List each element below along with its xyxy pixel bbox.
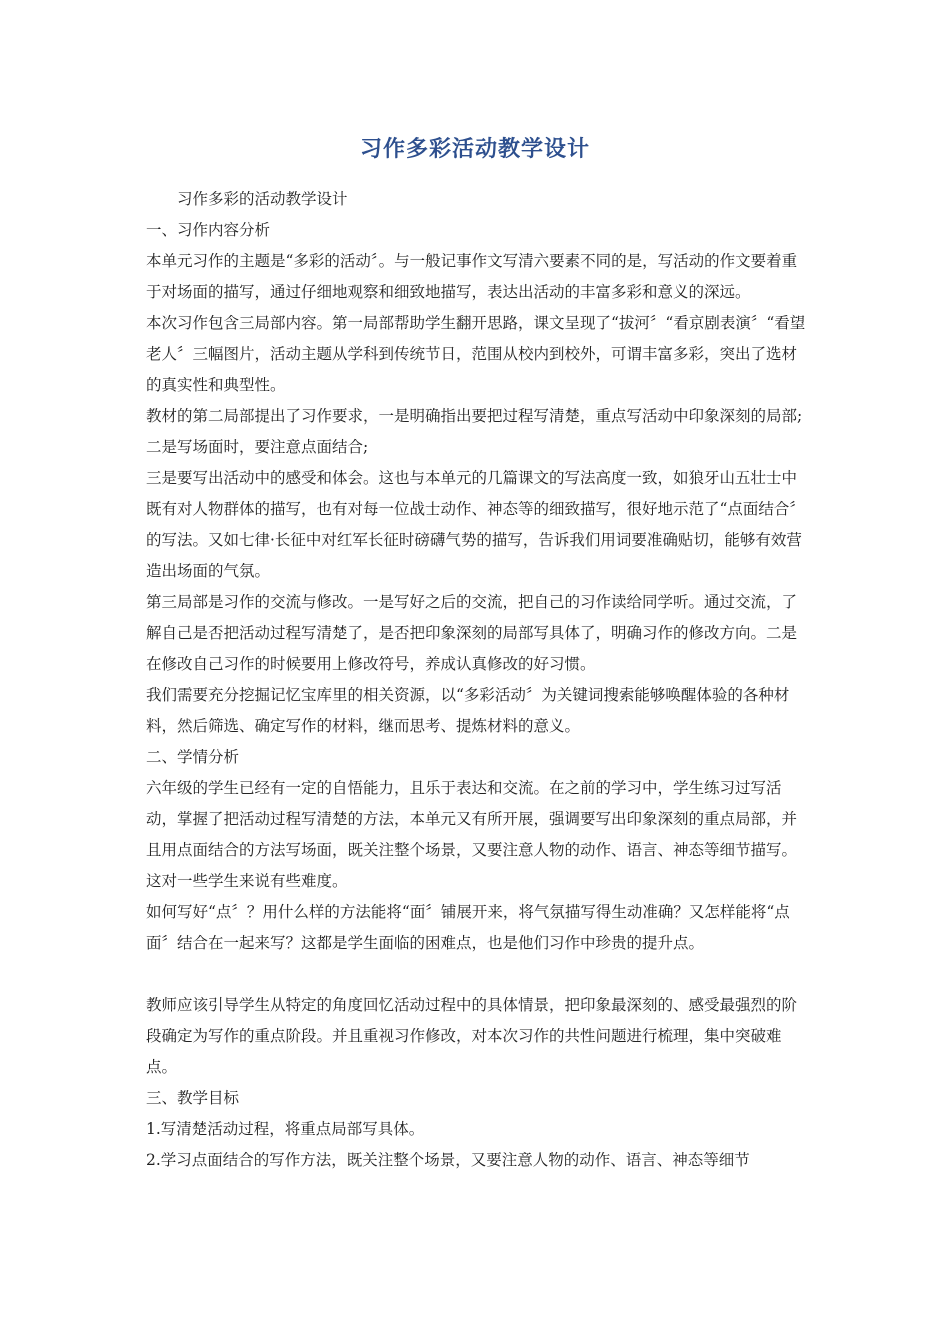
document-body — [146, 184, 811, 1176]
paragraph: 本次习作包含三局部内容。第一局部帮助学生翻开思路，课文呈现了“拔河〞“看京剧表演〞“看望老人〞三幅图片，活动主题从学科到传统节日，范围从校内到校外，可谓丰富多彩，突出了选材的真实性和典型性。 — [146, 314, 806, 394]
section-heading-student-analysis: 二、学情分析 — [146, 748, 240, 766]
subtitle-paragraph: 习作多彩的活动教学设计 — [177, 190, 348, 208]
paragraph: 二是写场面时，要注意点面结合; — [146, 438, 369, 456]
paragraph: 三是要写出活动中的感受和体会。这也与本单元的几篇课文的写法高度一致，如狼牙山五壮士中既有对人物群体的描写，也有对每一位战士动作、神态等的细致描写，很好地示范了“点面结合〞的写法。又如七律·长征中对红军长征时磅礴气势的描写，告诉我们用词要准确贴切，能够有效营造出场面的气氛。 — [146, 469, 805, 580]
paragraph: 教材的第二局部提出了习作要求，一是明确指出要把过程写清楚，重点写活动中印象深刻的局部; — [146, 407, 803, 425]
document-title: 习作多彩活动教学设计 — [359, 137, 590, 162]
paragraph: 本单元习作的主题是“多彩的活动〞。与一般记事作文写清六要素不同的是，写活动的作文要着重于对场面的描写，通过仔细地观察和细致地描写，表达出活动的丰富多彩和意义的深远。 — [146, 252, 798, 301]
list-item: 1.写清楚活动过程，将重点局部写具体。 — [146, 1120, 425, 1138]
section-heading-teaching-goals: 三、教学目标 — [146, 1089, 240, 1107]
blank-line — [146, 959, 811, 990]
paragraph: 我们需要充分挖掘记忆宝库里的相关资源，以“多彩活动〞为关键词搜索能够唤醒体验的各种材料，然后筛选、确定写作的材料，继而思考、提炼材料的意义。 — [146, 686, 790, 735]
paragraph: 教师应该引导学生从特定的角度回忆活动过程中的具体情景，把印象最深刻的、感受最强烈的阶段确定为写作的重点阶段。并且重视习作修改，对本次习作的共性问题进行梳理，集中突破难点。 — [146, 996, 798, 1076]
section-heading-content-analysis: 一、习作内容分析 — [146, 221, 271, 239]
paragraph: 六年级的学生已经有一定的自悟能力，且乐于表达和交流。在之前的学习中，学生练习过写活动，掌握了把活动过程写清楚的方法，本单元又有所开展，强调要写出印象深刻的重点局部，并且用点面结合的方法写场面，既关注整个场景，又要注意人物的动作、语言、神态等细节描写。这对一些学生来说有些难度。 — [146, 779, 798, 890]
paragraph: 如何写好“点〞？用什么样的方法能将“面〞铺展开来，将气氛描写得生动准确？又怎样能将“点面〞结合在一起来写？这都是学生面临的困难点，也是他们习作中珍贵的提升点。 — [146, 903, 790, 952]
list-item: 2.学习点面结合的写作方法，既关注整个场景，又要注意人物的动作、语言、神态等细节 — [146, 1151, 750, 1169]
paragraph: 第三局部是习作的交流与修改。一是写好之后的交流，把自己的习作读给同学听。通过交流，了解自己是否把活动过程写清楚了，是否把印象深刻的局部写具体了，明确习作的修改方向。二是在修改自己习作的时候要用上修改符号，养成认真修改的好习惯。 — [146, 593, 798, 673]
